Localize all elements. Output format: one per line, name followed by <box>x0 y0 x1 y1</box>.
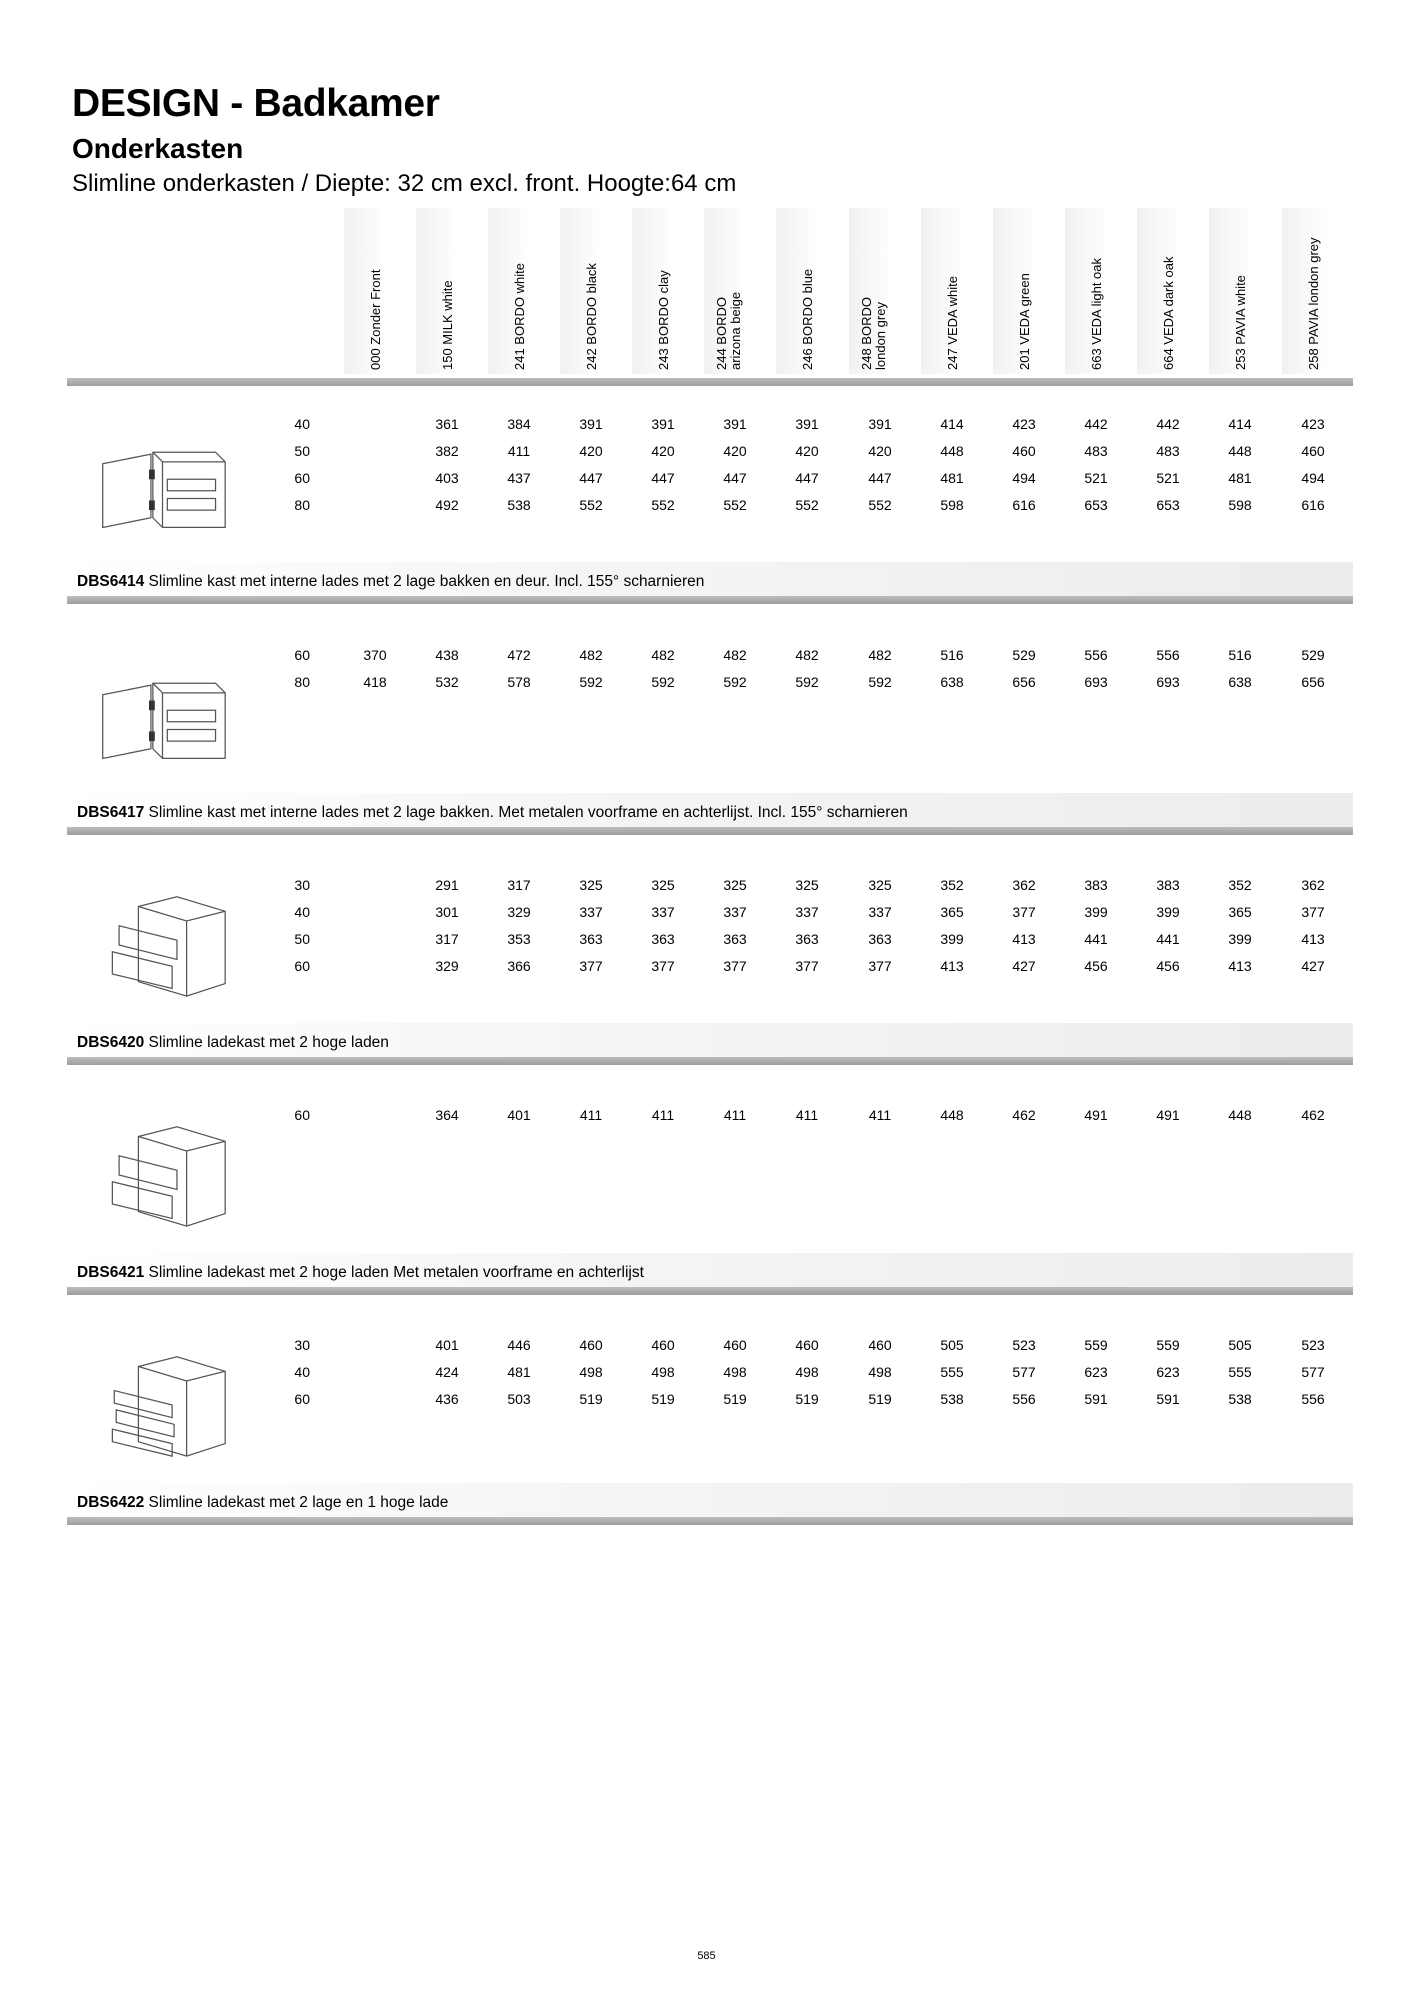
column-header <box>1209 208 1271 374</box>
price-cell: 399 <box>940 931 964 947</box>
cabinet-door-internal-drawers-icon <box>95 430 230 540</box>
column-header <box>416 208 478 374</box>
price-cell: 363 <box>579 931 603 947</box>
price-cell: 337 <box>579 904 603 920</box>
size-cell: 30 <box>294 877 310 893</box>
price-cell: 656 <box>1301 674 1325 690</box>
price-cell: 538 <box>1228 1391 1252 1407</box>
section-description: Slimline onderkasten / Diepte: 32 cm excl. front. Hoogte:64 cm <box>72 170 737 197</box>
price-cell: 427 <box>1301 958 1325 974</box>
price-cell: 413 <box>1012 931 1036 947</box>
column-header <box>560 208 622 374</box>
price-cell: 456 <box>1156 958 1180 974</box>
price-cell: 362 <box>1301 877 1325 893</box>
price-cell: 653 <box>1084 497 1108 513</box>
price-cell: 401 <box>507 1107 531 1123</box>
size-cell: 60 <box>294 647 310 663</box>
price-cell: 482 <box>795 647 819 663</box>
column-header-label: 150 MILK white <box>440 280 455 370</box>
price-cell: 399 <box>1156 904 1180 920</box>
column-header <box>849 208 911 374</box>
column-header-label: 664 VEDA dark oak <box>1161 256 1176 370</box>
price-cell: 460 <box>579 1337 603 1353</box>
price-cell: 337 <box>795 904 819 920</box>
price-cell: 559 <box>1156 1337 1180 1353</box>
price-cell: 577 <box>1301 1364 1325 1380</box>
column-header <box>704 208 766 374</box>
price-cell: 448 <box>1228 1107 1252 1123</box>
price-cell: 363 <box>868 931 892 947</box>
price-cell: 448 <box>1228 443 1252 459</box>
price-cell: 399 <box>1084 904 1108 920</box>
product-description <box>77 573 704 591</box>
product-description-text: Slimline ladekast met 2 hoge laden Met metalen voorframe en achterlijst <box>148 1264 644 1281</box>
size-cell: 40 <box>294 1364 310 1380</box>
column-header-label: 244 BORDO arizona beige <box>714 291 743 370</box>
price-cell: 377 <box>723 958 747 974</box>
price-cell: 555 <box>940 1364 964 1380</box>
price-cell: 365 <box>940 904 964 920</box>
size-cell: 50 <box>294 931 310 947</box>
price-cell: 384 <box>507 416 531 432</box>
product-description-band <box>67 562 1353 596</box>
column-header-label: 246 BORDO blue <box>800 268 815 370</box>
price-cell: 638 <box>940 674 964 690</box>
price-cell: 498 <box>868 1364 892 1380</box>
price-cell: 447 <box>579 470 603 486</box>
price-cell: 442 <box>1156 416 1180 432</box>
price-cell: 472 <box>507 647 531 663</box>
column-header <box>993 208 1055 374</box>
price-cell: 363 <box>795 931 819 947</box>
price-cell: 503 <box>507 1391 531 1407</box>
price-cell: 411 <box>507 443 531 459</box>
price-cell: 337 <box>868 904 892 920</box>
price-cell: 363 <box>723 931 747 947</box>
column-header-label: 242 BORDO black <box>584 263 599 370</box>
price-cell: 411 <box>723 1107 747 1123</box>
price-cell: 446 <box>507 1337 531 1353</box>
size-cell: 80 <box>294 674 310 690</box>
column-header <box>1282 208 1344 374</box>
price-cell: 460 <box>1012 443 1036 459</box>
price-cell: 498 <box>579 1364 603 1380</box>
product-description-text: Slimline ladekast met 2 lage en 1 hoge lade <box>148 1494 449 1511</box>
price-cell: 623 <box>1084 1364 1108 1380</box>
price-cell: 519 <box>795 1391 819 1407</box>
price-cell: 616 <box>1012 497 1036 513</box>
price-cell: 370 <box>363 647 387 663</box>
price-cell: 301 <box>435 904 459 920</box>
price-cell: 598 <box>940 497 964 513</box>
column-header-label: 243 BORDO clay <box>656 270 671 370</box>
column-header-label: 247 VEDA white <box>945 276 960 370</box>
price-cell: 411 <box>868 1107 892 1123</box>
cabinet-door-internal-drawers-frame-icon <box>95 661 230 771</box>
price-cell: 482 <box>651 647 675 663</box>
product-description-band <box>67 1023 1353 1057</box>
price-cell: 383 <box>1156 877 1180 893</box>
price-cell: 482 <box>579 647 603 663</box>
column-header <box>1065 208 1127 374</box>
column-header <box>344 208 406 374</box>
price-cell: 352 <box>940 877 964 893</box>
price-cell: 516 <box>1228 647 1252 663</box>
price-cell: 578 <box>507 674 531 690</box>
price-cell: 436 <box>435 1391 459 1407</box>
price-cell: 519 <box>723 1391 747 1407</box>
price-cell: 414 <box>940 416 964 432</box>
price-cell: 377 <box>579 958 603 974</box>
price-cell: 482 <box>723 647 747 663</box>
size-cell: 50 <box>294 443 310 459</box>
product-code: DBS6421 <box>77 1264 145 1281</box>
section-divider <box>67 1287 1353 1295</box>
price-cell: 447 <box>651 470 675 486</box>
product-description-text: Slimline kast met interne lades met 2 lage bakken. Met metalen voorframe en achterlijst. Incl. 155° scharnieren <box>148 804 908 821</box>
price-cell: 411 <box>579 1107 603 1123</box>
section-divider <box>67 596 1353 604</box>
price-cell: 437 <box>507 470 531 486</box>
price-cell: 438 <box>435 647 459 663</box>
price-cell: 352 <box>1228 877 1252 893</box>
price-cell: 460 <box>651 1337 675 1353</box>
price-cell: 491 <box>1084 1107 1108 1123</box>
price-cell: 413 <box>1301 931 1325 947</box>
price-cell: 519 <box>579 1391 603 1407</box>
price-cell: 448 <box>940 443 964 459</box>
price-cell: 556 <box>1084 647 1108 663</box>
price-cell: 556 <box>1012 1391 1036 1407</box>
column-header-label: 253 PAVIA white <box>1233 275 1248 370</box>
page-number: 585 <box>697 1950 716 1962</box>
price-cell: 519 <box>651 1391 675 1407</box>
price-cell: 317 <box>507 877 531 893</box>
price-cell: 363 <box>651 931 675 947</box>
price-cell: 552 <box>651 497 675 513</box>
price-cell: 592 <box>579 674 603 690</box>
price-cell: 366 <box>507 958 531 974</box>
price-cell: 552 <box>723 497 747 513</box>
price-cell: 377 <box>1012 904 1036 920</box>
product-description-band <box>67 793 1353 827</box>
price-cell: 516 <box>940 647 964 663</box>
column-header-label: 201 VEDA green <box>1017 273 1032 370</box>
size-cell: 60 <box>294 958 310 974</box>
price-cell: 424 <box>435 1364 459 1380</box>
price-cell: 456 <box>1084 958 1108 974</box>
column-header-label: 663 VEDA light oak <box>1089 257 1104 370</box>
price-cell: 559 <box>1084 1337 1108 1353</box>
price-cell: 391 <box>579 416 603 432</box>
price-cell: 413 <box>1228 958 1252 974</box>
price-cell: 420 <box>651 443 675 459</box>
price-cell: 377 <box>868 958 892 974</box>
price-cell: 483 <box>1084 443 1108 459</box>
price-cell: 556 <box>1301 1391 1325 1407</box>
price-cell: 361 <box>435 416 459 432</box>
price-cell: 423 <box>1012 416 1036 432</box>
price-cell: 329 <box>507 904 531 920</box>
product-description <box>77 1034 389 1052</box>
price-cell: 693 <box>1084 674 1108 690</box>
product-description <box>77 1494 448 1512</box>
price-cell: 447 <box>723 470 747 486</box>
price-cell: 505 <box>940 1337 964 1353</box>
price-cell: 325 <box>579 877 603 893</box>
price-cell: 492 <box>435 497 459 513</box>
size-cell: 30 <box>294 1337 310 1353</box>
cabinet-2-drawers-frame-icon <box>95 1121 230 1231</box>
price-cell: 483 <box>1156 443 1180 459</box>
product-description-band <box>67 1253 1353 1287</box>
price-cell: 337 <box>651 904 675 920</box>
price-cell: 505 <box>1228 1337 1252 1353</box>
product-code: DBS6422 <box>77 1494 145 1511</box>
price-cell: 362 <box>1012 877 1036 893</box>
size-cell: 60 <box>294 1107 310 1123</box>
price-cell: 325 <box>868 877 892 893</box>
price-cell: 623 <box>1156 1364 1180 1380</box>
price-cell: 317 <box>435 931 459 947</box>
price-cell: 523 <box>1012 1337 1036 1353</box>
size-cell: 40 <box>294 416 310 432</box>
price-cell: 494 <box>1012 470 1036 486</box>
price-cell: 399 <box>1228 931 1252 947</box>
price-cell: 653 <box>1156 497 1180 513</box>
price-cell: 337 <box>723 904 747 920</box>
price-cell: 494 <box>1301 470 1325 486</box>
price-cell: 592 <box>868 674 892 690</box>
price-cell: 325 <box>651 877 675 893</box>
price-cell: 460 <box>868 1337 892 1353</box>
price-cell: 523 <box>1301 1337 1325 1353</box>
column-header-label: 248 BORDO london grey <box>859 297 888 370</box>
price-cell: 521 <box>1084 470 1108 486</box>
price-cell: 491 <box>1156 1107 1180 1123</box>
price-cell: 325 <box>723 877 747 893</box>
price-cell: 498 <box>795 1364 819 1380</box>
price-cell: 592 <box>651 674 675 690</box>
price-cell: 462 <box>1012 1107 1036 1123</box>
price-cell: 521 <box>1156 470 1180 486</box>
price-cell: 616 <box>1301 497 1325 513</box>
price-cell: 577 <box>1012 1364 1036 1380</box>
product-description-band <box>67 1483 1353 1517</box>
price-cell: 391 <box>651 416 675 432</box>
column-header-label: 241 BORDO white <box>512 263 527 370</box>
price-cell: 460 <box>723 1337 747 1353</box>
price-cell: 447 <box>868 470 892 486</box>
size-cell: 40 <box>294 904 310 920</box>
price-cell: 592 <box>795 674 819 690</box>
price-cell: 414 <box>1228 416 1252 432</box>
cabinet-3-drawers-icon <box>95 1351 230 1461</box>
product-code: DBS6417 <box>77 804 145 821</box>
column-header-label: 258 PAVIA london grey <box>1306 237 1321 370</box>
price-cell: 638 <box>1228 674 1252 690</box>
price-cell: 401 <box>435 1337 459 1353</box>
price-cell: 411 <box>795 1107 819 1123</box>
product-code: DBS6420 <box>77 1034 145 1051</box>
product-description-text: Slimline ladekast met 2 hoge laden <box>148 1034 389 1051</box>
price-cell: 413 <box>940 958 964 974</box>
size-cell: 80 <box>294 497 310 513</box>
price-cell: 656 <box>1012 674 1036 690</box>
price-cell: 420 <box>868 443 892 459</box>
price-cell: 482 <box>868 647 892 663</box>
price-cell: 418 <box>363 674 387 690</box>
price-cell: 498 <box>651 1364 675 1380</box>
price-cell: 391 <box>795 416 819 432</box>
price-cell: 420 <box>795 443 819 459</box>
page-title: DESIGN - Badkamer <box>72 82 440 125</box>
column-header <box>632 208 694 374</box>
price-cell: 693 <box>1156 674 1180 690</box>
price-cell: 519 <box>868 1391 892 1407</box>
price-cell: 552 <box>579 497 603 513</box>
price-cell: 420 <box>579 443 603 459</box>
price-cell: 481 <box>1228 470 1252 486</box>
product-code: DBS6414 <box>77 573 145 590</box>
price-cell: 555 <box>1228 1364 1252 1380</box>
price-cell: 481 <box>507 1364 531 1380</box>
size-cell: 60 <box>294 1391 310 1407</box>
price-cell: 538 <box>507 497 531 513</box>
product-description-text: Slimline kast met interne lades met 2 lage bakken en deur. Incl. 155° scharnieren <box>148 573 705 590</box>
price-cell: 460 <box>1301 443 1325 459</box>
section-divider <box>67 827 1353 835</box>
price-cell: 552 <box>868 497 892 513</box>
price-cell: 391 <box>868 416 892 432</box>
price-cell: 383 <box>1084 877 1108 893</box>
price-cell: 403 <box>435 470 459 486</box>
price-cell: 427 <box>1012 958 1036 974</box>
header-divider <box>67 378 1353 386</box>
price-cell: 592 <box>723 674 747 690</box>
price-cell: 591 <box>1084 1391 1108 1407</box>
price-cell: 552 <box>795 497 819 513</box>
price-cell: 462 <box>1301 1107 1325 1123</box>
price-cell: 598 <box>1228 497 1252 513</box>
price-cell: 441 <box>1084 931 1108 947</box>
price-cell: 423 <box>1301 416 1325 432</box>
price-cell: 442 <box>1084 416 1108 432</box>
price-cell: 365 <box>1228 904 1252 920</box>
column-header <box>921 208 983 374</box>
price-cell: 391 <box>723 416 747 432</box>
price-cell: 591 <box>1156 1391 1180 1407</box>
cabinet-2-drawers-icon <box>95 891 230 1001</box>
price-cell: 377 <box>651 958 675 974</box>
price-cell: 498 <box>723 1364 747 1380</box>
price-cell: 377 <box>795 958 819 974</box>
price-cell: 447 <box>795 470 819 486</box>
section-divider <box>67 1517 1353 1525</box>
section-divider <box>67 1057 1353 1065</box>
price-cell: 448 <box>940 1107 964 1123</box>
column-header-label: 000 Zonder Front <box>368 269 383 370</box>
price-cell: 329 <box>435 958 459 974</box>
column-header <box>1137 208 1199 374</box>
price-cell: 291 <box>435 877 459 893</box>
price-cell: 556 <box>1156 647 1180 663</box>
section-title: Onderkasten <box>72 133 244 164</box>
price-cell: 529 <box>1301 647 1325 663</box>
price-cell: 538 <box>940 1391 964 1407</box>
price-cell: 377 <box>1301 904 1325 920</box>
price-cell: 325 <box>795 877 819 893</box>
price-cell: 441 <box>1156 931 1180 947</box>
product-description <box>77 804 908 822</box>
column-header <box>488 208 550 374</box>
product-description <box>77 1264 644 1282</box>
price-cell: 420 <box>723 443 747 459</box>
price-cell: 364 <box>435 1107 459 1123</box>
price-cell: 411 <box>651 1107 675 1123</box>
column-header <box>776 208 838 374</box>
price-cell: 481 <box>940 470 964 486</box>
size-cell: 60 <box>294 470 310 486</box>
price-cell: 529 <box>1012 647 1036 663</box>
price-cell: 532 <box>435 674 459 690</box>
price-cell: 353 <box>507 931 531 947</box>
price-cell: 460 <box>795 1337 819 1353</box>
price-cell: 382 <box>435 443 459 459</box>
